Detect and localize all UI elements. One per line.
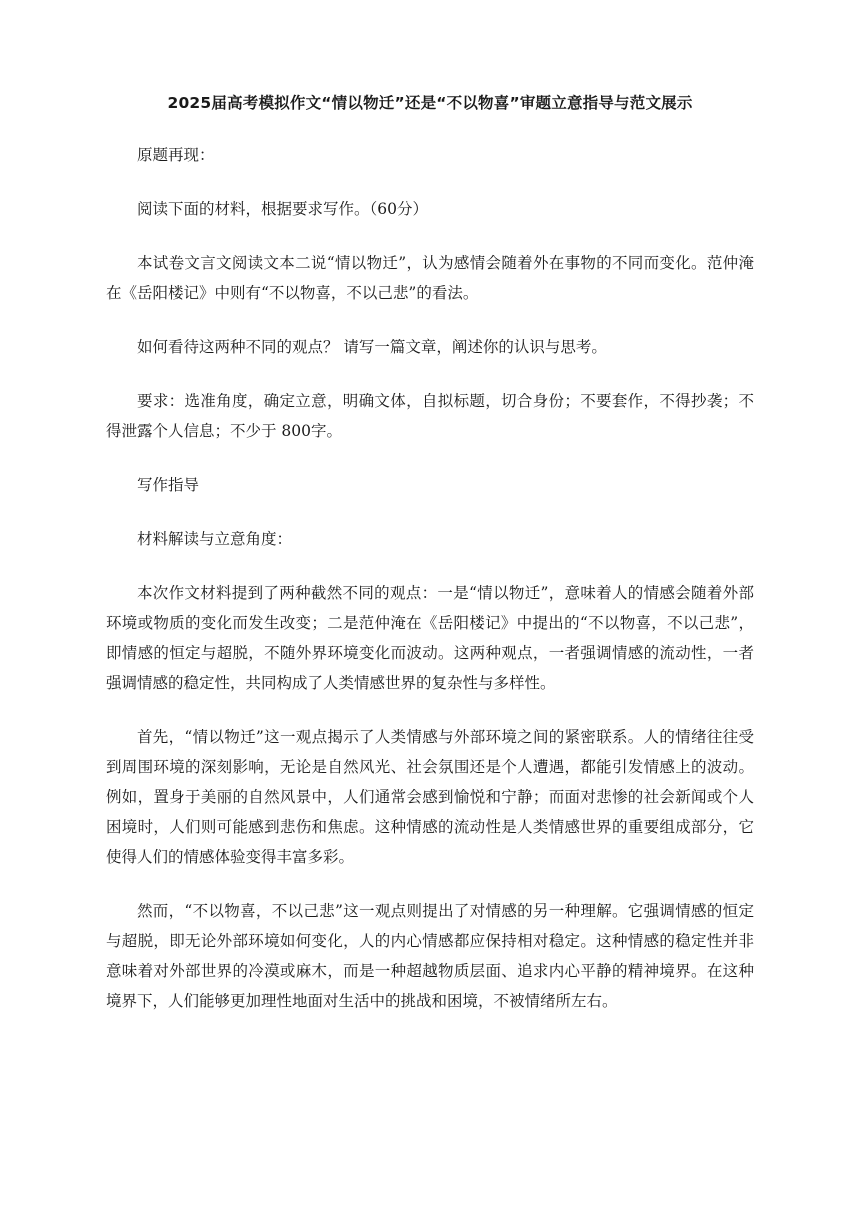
paragraph-question: 如何看待这两种不同的观点？ 请写一篇文章，阐述你的认识与思考。 — [137, 338, 607, 356]
paragraph-analysis-heading: 材料解读与立意角度： — [137, 530, 293, 548]
document-title: 2025届高考模拟作文“情以物迁”还是“不以物喜”审题立意指导与范文展示 — [167, 94, 693, 112]
paragraph-requirements: 要求：选准角度，确定立意，明确文体，自拟标题，切合身份；不要套作，不得抄袭；不得泄露个人信息；不少于 800字。 — [106, 392, 754, 440]
paragraph-first-point: 首先，“情以物迁”这一观点揭示了人类情感与外部环境之间的紧密联系。人的情绪往往受到周围环境的深刻影响，无论是自然风光、社会氛围还是个人遭遇，都能引发情感上的波动。例如，置身于美丽的自然风景中，人们通常会感到愉悦和宁静；而面对悲惨的社会新闻或个人困境时，人们则可能感到悲伤和焦虑。这种情感的流动性是人类情感世界的重要组成部分，它使得人们的情感体验变得丰富多彩。 — [106, 728, 754, 866]
paragraph-material: 本试卷文言文阅读文本二说“情以物迁”，认为感情会随着外在事物的不同而变化。范仲淹在《岳阳楼记》中则有“不以物喜，不以己悲”的看法。 — [106, 254, 754, 302]
paragraph-writing-guide-heading: 写作指导 — [137, 476, 200, 494]
paragraph-analysis-intro: 本次作文材料提到了两种截然不同的观点：一是“情以物迁”，意味着人的情感会随着外部环境或物质的变化而发生改变；二是范仲淹在《岳阳楼记》中提出的“不以物喜，不以己悲”，即情感的恒定与超脱，不随外界环境变化而波动。这两种观点，一者强调情感的流动性，一者强调情感的稳定性，共同构成了人类情感世界的复杂性与多样性。 — [106, 584, 754, 692]
paragraph-instruction: 阅读下面的材料，根据要求写作。（60分） — [137, 200, 428, 218]
paragraph-second-point: 然而，“不以物喜，不以己悲”这一观点则提出了对情感的另一种理解。它强调情感的恒定与超脱，即无论外部环境如何变化，人的内心情感都应保持相对稳定。这种情感的稳定性并非意味着对外部世界的冷漠或麻木，而是一种超越物质层面、追求内心平静的精神境界。在这种境界下，人们能够更加理性地面对生活中的挑战和困境，不被情绪所左右。 — [106, 902, 754, 1010]
paragraph-original-prompt-heading: 原题再现： — [137, 146, 215, 164]
